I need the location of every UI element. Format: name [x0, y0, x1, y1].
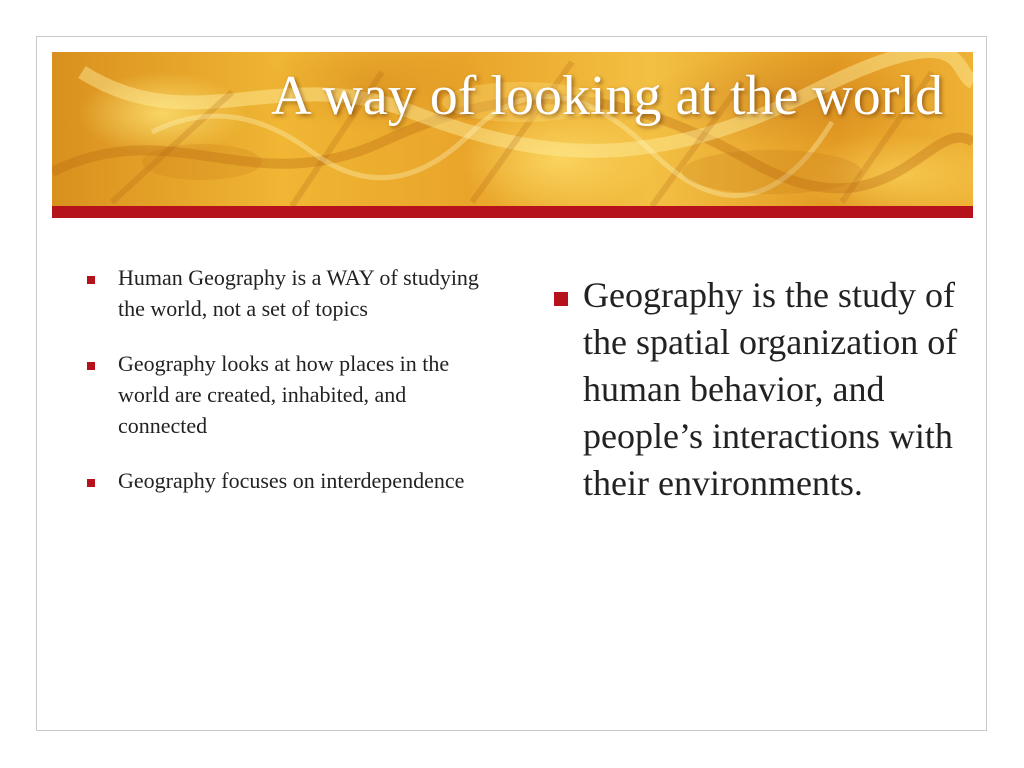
bullet-text: Human Geography is a WAY of studying the world, not a set of topics	[118, 265, 479, 321]
title-accent-bar	[52, 206, 973, 218]
red-square-bullet-icon	[554, 292, 568, 306]
bullet-text: Geography focuses on interdependence	[118, 468, 465, 493]
slide-title: A way of looking at the world	[271, 65, 943, 127]
list-item	[87, 348, 487, 441]
red-square-bullet-icon	[87, 362, 95, 370]
bullet-text: Geography is the study of the spatial organization of human behavior, and people’s interactions with their environments.	[583, 275, 958, 503]
list-item	[87, 262, 487, 324]
list-item	[87, 465, 487, 496]
slide	[36, 36, 987, 731]
bullet-text: Geography looks at how places in the world are created, inhabited, and connected	[118, 351, 450, 438]
red-square-bullet-icon	[87, 276, 95, 284]
list-item	[551, 272, 961, 507]
title-banner	[52, 52, 973, 206]
right-bullet-list	[551, 272, 961, 507]
red-square-bullet-icon	[87, 479, 95, 487]
left-bullet-list	[87, 262, 487, 520]
